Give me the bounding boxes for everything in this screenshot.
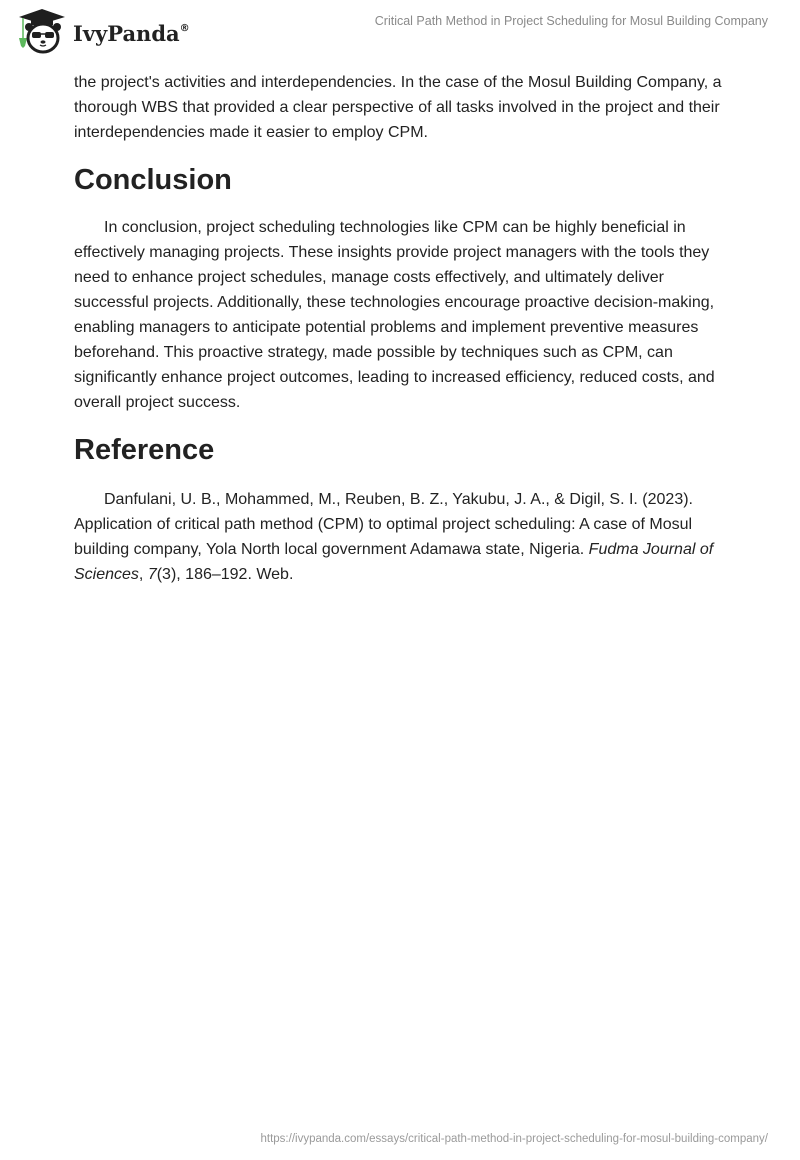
logo-name: IvyPanda — [73, 20, 180, 46]
essay-content — [74, 70, 724, 587]
reference-heading: Reference — [74, 434, 215, 466]
source-url[interactable]: https://ivypanda.com/essays/critical-path-method-in-project-scheduling-for-mosul-building-company/ — [260, 1133, 768, 1145]
reference-volume: 7 — [147, 566, 157, 583]
reference-separator: , — [138, 566, 148, 583]
reference-entry — [74, 487, 724, 587]
conclusion-heading: Conclusion — [74, 164, 232, 196]
reference-issue-pages: (3), 186–192. Web. — [156, 566, 294, 583]
ivypanda-logo[interactable] — [17, 8, 190, 54]
registered-mark: ® — [179, 22, 190, 34]
reference-journal: Fudma Journal of Sciences — [74, 541, 714, 583]
intro-paragraph: the project's activities and interdependencies. In the case of the Mosul Building Company, a thorough WBS that provided a clear perspective of all tasks involved in the project and their interdependencies made it easier to employ CPM. — [74, 74, 722, 141]
page-header — [0, 0, 800, 62]
logo-wordmark — [73, 21, 190, 46]
document-title: Critical Path Method in Project Scheduling for Mosul Building Company — [374, 14, 768, 28]
conclusion-paragraph: In conclusion, project scheduling technologies like CPM can be highly beneficial in effectively managing projects. These insights provide project managers with the tools they need to enhance project schedules, manage costs effectively, and ultimately deliver successful projects. Additionally, these technologies encourage proactive decision-making, enabling managers to anticipate potential problems and implement preventive measures beforehand. This proactive strategy, made possible by techniques such as CPM, can significantly enhance project outcomes, leading to increased efficiency, reduced costs, and overall project success. — [74, 219, 715, 411]
reference-authors-title: Danfulani, U. B., Mohammed, M., Reuben, B. Z., Yakubu, J. A., & Digil, S. I. (2023). Application of critical path method (CPM) to optimal project scheduling: A case of Mosul building company, Yola North local government Adamawa state, Nigeria. — [74, 491, 693, 558]
panda-graduate-icon — [17, 8, 67, 54]
